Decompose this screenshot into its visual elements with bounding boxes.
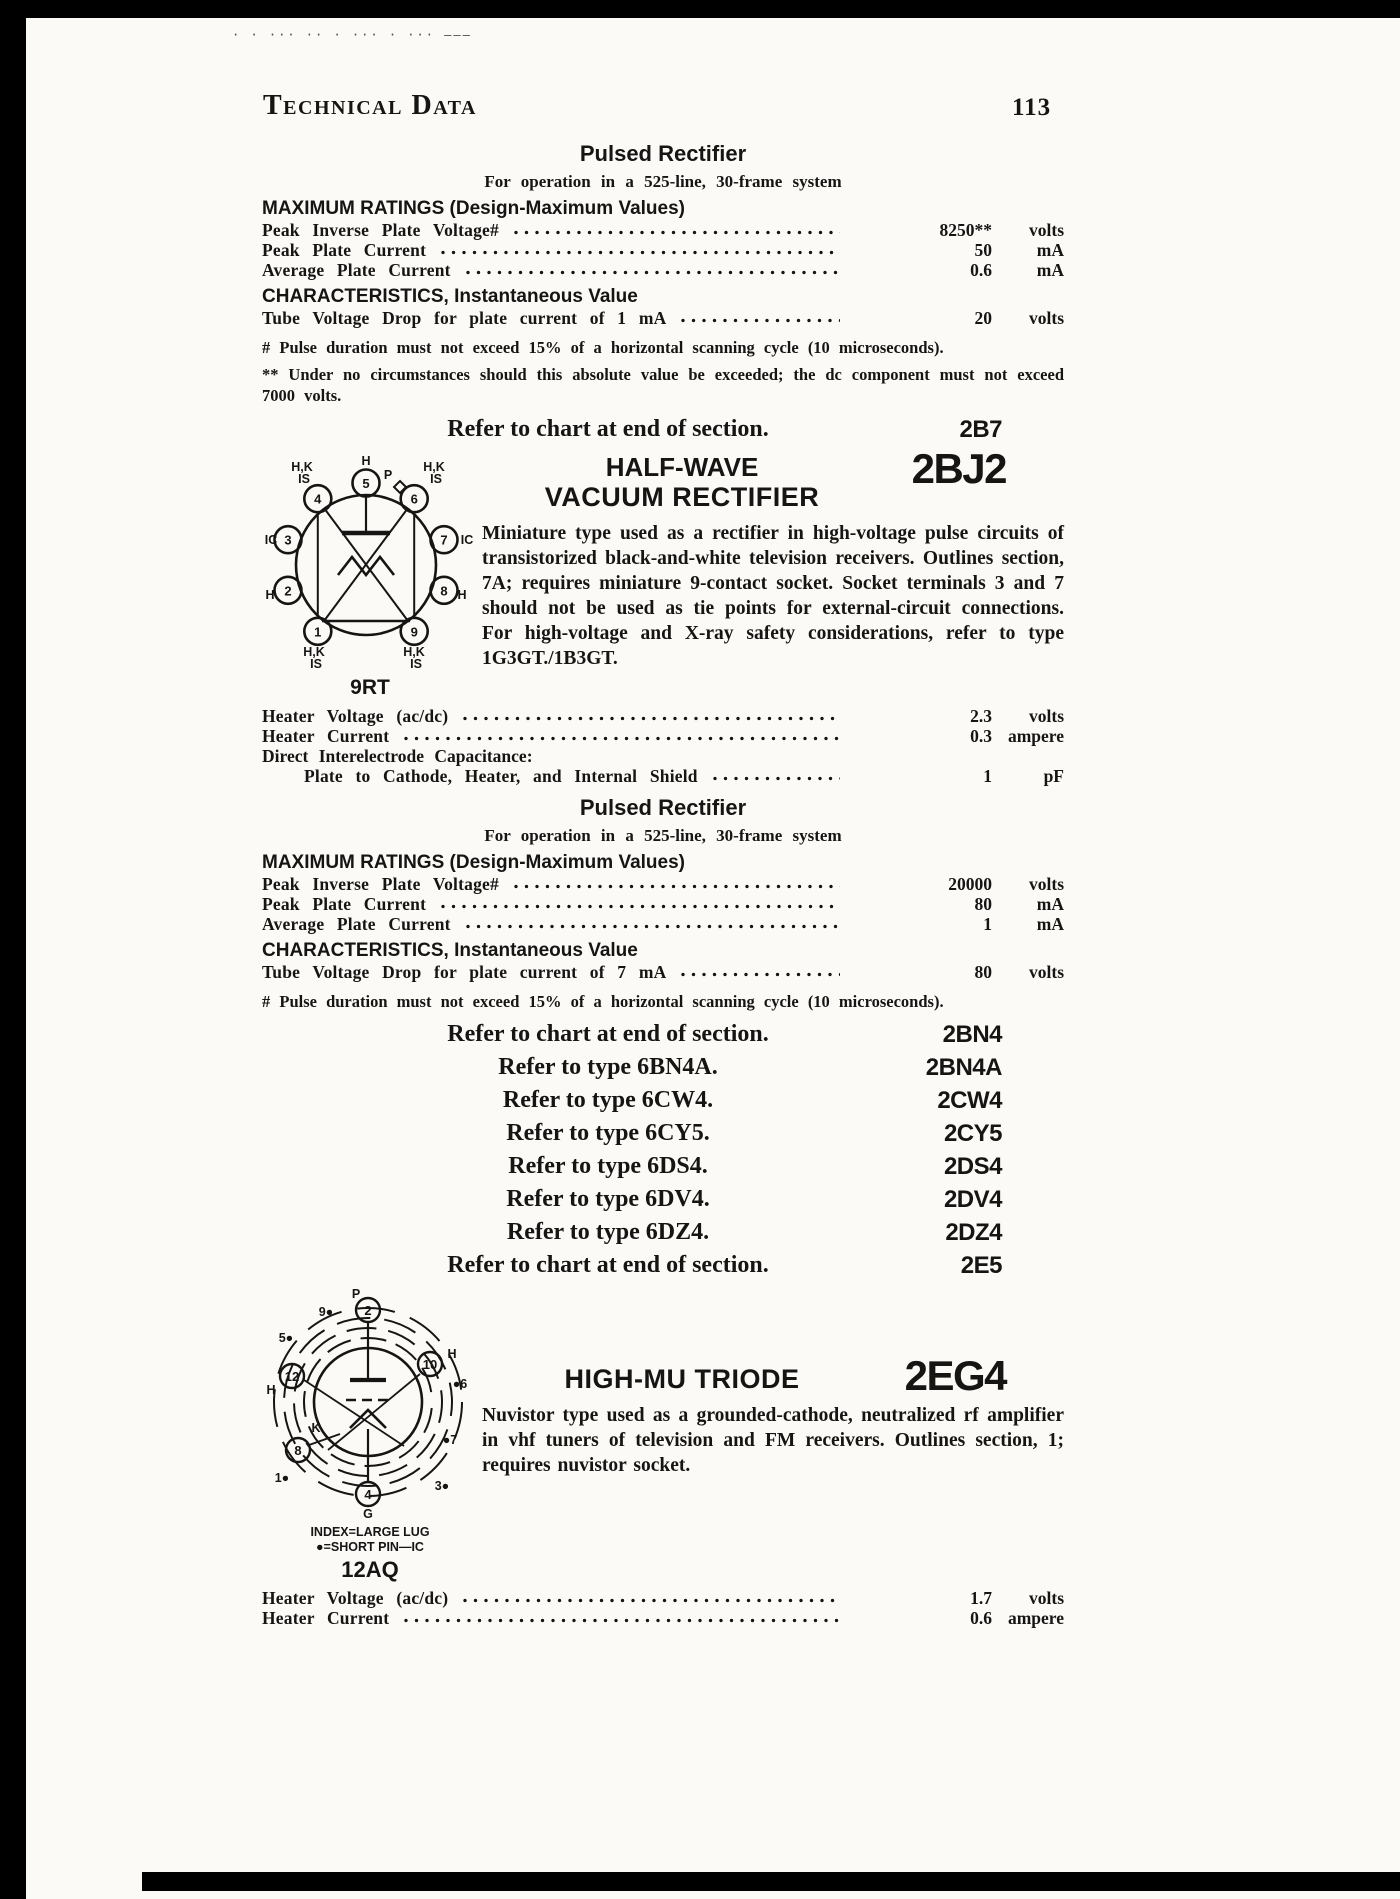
pin6-function-label: H,K (423, 460, 445, 474)
pin-5: 5 (362, 476, 370, 491)
heater-label: Heater Voltage (ac/dc) (262, 706, 449, 726)
pin-1: 1 (314, 624, 322, 640)
tube-basing-diagram-9rt (262, 453, 478, 671)
dot-leader (712, 775, 840, 782)
pin-1-short: 1● (274, 1471, 290, 1485)
heater-row (262, 1588, 1064, 1608)
refer-row (262, 1218, 1064, 1247)
characteristic-value: 80 (974, 962, 992, 982)
rating-unit: mA (1036, 894, 1064, 914)
svg-text:IS: IS (298, 472, 310, 486)
page-title: Technical Data (263, 90, 477, 121)
tube-basing-diagram-12aq (262, 1288, 478, 1520)
index-note-large-lug: INDEX=LARGE LUG (310, 1525, 430, 1539)
refer-row (262, 415, 1064, 445)
pin8-function-label: H (457, 588, 467, 602)
refer-row (262, 1185, 1064, 1214)
capacitance-label: Plate to Cathode, Heater, and Internal Shield (304, 766, 698, 786)
pin-4: 4 (314, 491, 322, 507)
pin-2: 2 (284, 583, 292, 599)
scan-edge-left (0, 0, 26, 1899)
pin-12: 12 (284, 1369, 300, 1384)
refer-text: Refer to type 6DV4. (506, 1186, 710, 1212)
tube-title (482, 453, 882, 513)
refer-text: Refer to type 6CW4. (502, 1087, 714, 1113)
rating-row (262, 874, 1064, 894)
dot-leader (513, 229, 840, 236)
tube-type-code: 2BN4A (925, 1054, 1002, 1081)
tube-text-column (478, 1288, 1064, 1582)
dot-leader (403, 1617, 840, 1624)
heater-unit: ampere (1007, 1608, 1064, 1628)
rating-row (262, 260, 1064, 280)
footnote-absolute-value: ** Under no circumstances should this absolute value be exceeded; the dc component must not exceed 7000 volts. (262, 365, 1064, 405)
dot-leader (462, 1597, 840, 1604)
capacitance-heading: Direct Interelectrode Capacitance: (262, 746, 533, 766)
maximum-ratings-label: MAXIMUM RATINGS (262, 852, 445, 873)
tube-description: Nuvistor type used as a grounded-cathode, neutralized rf amplifier in vhf tuners of television and FM receivers. Outlines section, 1; requires nuvistor socket. (482, 1405, 1064, 1476)
tube-type-code: 2CY5 (943, 1120, 1002, 1147)
refer-text: Refer to chart at end of section. (447, 416, 769, 442)
tube-type-code: 2DZ4 (945, 1219, 1002, 1246)
pin-3: 3 (284, 532, 292, 548)
characteristic-row (262, 308, 1064, 328)
pin-3-short: 3● (434, 1479, 450, 1493)
rating-row (262, 240, 1064, 260)
refer-text: Refer to chart at end of section. (447, 1252, 769, 1278)
heater-label: Heater Current (262, 1608, 390, 1628)
tube-type-code: 2BN4 (942, 1021, 1002, 1048)
rating-label: Peak Plate Current (262, 240, 427, 260)
refer-row (262, 1020, 1064, 1049)
rating-row (262, 894, 1064, 914)
basing-designation-9rt: 9RT (350, 676, 390, 699)
characteristics-heading (262, 286, 1064, 308)
tube-description: Miniature type used as a rectifier in high-voltage pulse circuits of transistorized black-and-white television receivers. Outlines section, 7A; requires miniature 9-contact socket. Socket terminals 3 and 7 should not be used as tie points for external-circuit connections. For high-voltage and X-ray safety considerations, refer to type 1G3GT./1B3GT. (482, 523, 1064, 669)
refer-list (262, 1020, 1064, 1280)
footnote-pulse-duration: # Pulse duration must not exceed 15% of a horizontal scanning cycle (10 microseconds). (262, 338, 944, 357)
pin-6-short: ●6 (452, 1377, 468, 1391)
rating-unit: mA (1036, 240, 1064, 260)
heater-value: 0.3 (970, 726, 992, 746)
pin-9-short: 9● (318, 1305, 334, 1319)
characteristics-qualifier: Instantaneous Value (454, 286, 638, 307)
pin2-function-label: H (265, 588, 275, 602)
pin-7: 7 (440, 532, 448, 548)
grid-label: G (363, 1507, 373, 1520)
tube-type-code: 2DS4 (943, 1153, 1002, 1180)
heater-row (262, 726, 1064, 746)
tube-type-code: 2DV4 (943, 1186, 1002, 1213)
operation-note: For operation in a 525-line, 30-frame system (484, 172, 842, 191)
characteristic-row (262, 962, 1064, 982)
heater-label-right: H (447, 1347, 457, 1361)
capacitance-unit: pF (1043, 766, 1064, 786)
characteristics-qualifier: Instantaneous Value (454, 940, 638, 961)
tube-title-line2: VACUUM RECTIFIER (544, 482, 820, 512)
pin-4: 4 (364, 1487, 372, 1502)
capacitance-value: 1 (983, 766, 992, 786)
dot-leader (465, 923, 840, 930)
plate-label: P (351, 1288, 361, 1301)
refer-row (262, 1152, 1064, 1181)
pulsed-rectifier-heading: Pulsed Rectifier (579, 141, 747, 166)
pin-5-short: 5● (278, 1331, 294, 1345)
pin5-function-label: H (361, 454, 371, 468)
rating-value: 8250** (939, 220, 992, 240)
pin4-function-label: H,K (291, 460, 313, 474)
maximum-ratings-qualifier: (Design-Maximum Values) (449, 852, 685, 873)
characteristics-label: CHARACTERISTICS, (262, 940, 449, 961)
rating-unit: mA (1036, 914, 1064, 934)
tube-type-code: 2CW4 (937, 1087, 1002, 1114)
refer-text: Refer to type 6DS4. (508, 1153, 708, 1179)
svg-text:IS: IS (410, 657, 422, 671)
heater-label: Heater Voltage (ac/dc) (262, 1588, 449, 1608)
maximum-ratings-label: MAXIMUM RATINGS (262, 198, 445, 219)
heater-label-left: H (266, 1383, 276, 1397)
tube-type-code: 2B7 (959, 416, 1002, 443)
tube-type-code-2bj2: 2BJ2 (911, 445, 1006, 492)
characteristic-label: Tube Voltage Drop for plate current of 7 mA (262, 962, 667, 982)
pin-7-short: ●7 (442, 1433, 458, 1447)
refer-row (262, 1251, 1064, 1280)
characteristic-unit: volts (1029, 308, 1064, 328)
tube-type-code: 2E5 (960, 1252, 1002, 1279)
operation-note: For operation in a 525-line, 30-frame system (484, 826, 842, 845)
pin-6: 6 (410, 491, 418, 507)
characteristics-heading (262, 940, 1064, 962)
rating-row (262, 220, 1064, 240)
maximum-ratings-qualifier: (Design-Maximum Values) (449, 198, 685, 219)
page-number: 113 (1012, 94, 1052, 121)
dot-leader (440, 249, 840, 256)
tube-section-2bj2 (262, 445, 1064, 700)
scan-edge-bottom (142, 1872, 1400, 1891)
dot-leader (465, 269, 840, 276)
tube-type-code-2eg4: 2EG4 (904, 1352, 1006, 1399)
dot-leader (680, 971, 840, 978)
rating-unit: mA (1036, 260, 1064, 280)
basing-designation-12aq: 12AQ (341, 1557, 399, 1582)
characteristics-label: CHARACTERISTICS, (262, 286, 449, 307)
main-column (262, 142, 1064, 1628)
pin-9: 9 (410, 624, 418, 640)
dot-leader (440, 903, 840, 910)
characteristic-label: Tube Voltage Drop for plate current of 1 mA (262, 308, 667, 328)
rating-label: Peak Plate Current (262, 894, 427, 914)
maximum-ratings-heading (262, 852, 1064, 874)
basing-diagram-column (262, 1288, 478, 1582)
rating-label: Average Plate Current (262, 914, 451, 934)
rating-unit: volts (1029, 220, 1064, 240)
pin1-function-label: H,K (303, 645, 325, 659)
pin7-function-label: IC (460, 533, 474, 547)
pin-10: 10 (422, 1357, 438, 1372)
heater-unit: ampere (1007, 726, 1064, 746)
rating-value: 20000 (948, 874, 992, 894)
refer-row (262, 1086, 1064, 1115)
pin9-function-label: H,K (403, 645, 425, 659)
dot-leader (462, 715, 840, 722)
tube-text-column (478, 445, 1064, 700)
refer-text: Refer to chart at end of section. (447, 1021, 769, 1047)
refer-text: Refer to type 6CY5. (506, 1120, 710, 1146)
index-note-short-pin: ●=SHORT PIN—IC (316, 1540, 424, 1554)
heater-value: 1.7 (970, 1588, 992, 1608)
rating-label: Peak Inverse Plate Voltage# (262, 874, 499, 894)
heater-value: 0.6 (970, 1608, 992, 1628)
rating-value: 1 (983, 914, 992, 934)
heater-row (262, 706, 1064, 726)
refer-row (262, 1119, 1064, 1148)
plate-label: P (383, 468, 393, 482)
rating-row (262, 914, 1064, 934)
heater-value: 2.3 (970, 706, 992, 726)
tube-title-line1: HIGH-MU TRIODE (564, 1364, 800, 1394)
rating-label: Average Plate Current (262, 260, 451, 280)
rating-value: 0.6 (970, 260, 992, 280)
svg-text:IS: IS (430, 472, 442, 486)
capacitance-row (262, 766, 1064, 786)
pin3-function-label: IC (264, 533, 278, 547)
dot-leader (403, 735, 840, 742)
pin-8: 8 (440, 583, 448, 599)
heater-row (262, 1608, 1064, 1628)
heater-label: Heater Current (262, 726, 390, 746)
rating-value: 50 (974, 240, 992, 260)
rating-value: 80 (974, 894, 992, 914)
heater-unit: volts (1029, 1588, 1064, 1608)
footnote-pulse-duration: # Pulse duration must not exceed 15% of a horizontal scanning cycle (10 microseconds). (262, 992, 944, 1011)
svg-text:IS: IS (310, 657, 322, 671)
refer-text: Refer to type 6DZ4. (506, 1219, 710, 1245)
heater-unit: volts (1029, 706, 1064, 726)
basing-diagram-column (262, 453, 478, 700)
tube-section-2eg4 (262, 1288, 1064, 1582)
cathode-label: K (311, 1421, 321, 1435)
dot-leader (680, 317, 840, 324)
characteristic-unit: volts (1029, 962, 1064, 982)
tube-title-line1: HALF-WAVE (605, 452, 759, 482)
pin-8: 8 (294, 1443, 302, 1458)
refer-row (262, 1053, 1064, 1082)
pin-2: 2 (364, 1303, 372, 1318)
characteristic-value: 20 (974, 308, 992, 328)
scan-edge-top (0, 0, 1400, 18)
dot-leader (513, 883, 840, 890)
maximum-ratings-heading (262, 198, 1064, 220)
scan-artifact-dashes: · · ··· ·· · ··· · ··· ––– (232, 28, 472, 42)
tube-title (482, 1364, 882, 1395)
rating-unit: volts (1029, 874, 1064, 894)
pulsed-rectifier-heading: Pulsed Rectifier (579, 795, 747, 820)
rating-label: Peak Inverse Plate Voltage# (262, 220, 499, 240)
refer-text: Refer to type 6BN4A. (498, 1054, 718, 1080)
